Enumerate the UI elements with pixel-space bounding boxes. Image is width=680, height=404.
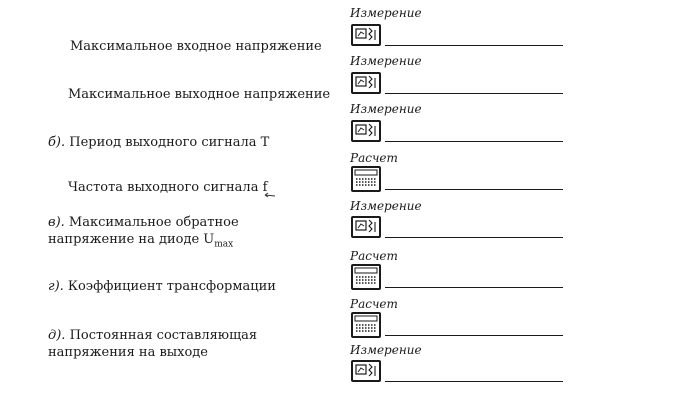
- answer-label: Измерение: [350, 343, 422, 357]
- answer-label: Расчет: [350, 151, 398, 165]
- question-dc-output-component: [48, 327, 257, 361]
- answer-line[interactable]: [385, 381, 563, 382]
- answer-line[interactable]: [385, 45, 563, 46]
- question-transformation-ratio: [48, 278, 276, 295]
- answer-label: Расчет: [350, 297, 398, 311]
- question-prefix: б).: [48, 135, 66, 150]
- calculator-icon: [351, 166, 381, 192]
- question-text: Период выходного сигнала T: [69, 135, 270, 150]
- meter-icon: [351, 120, 381, 142]
- meter-icon: [351, 360, 381, 382]
- answer-label: Измерение: [350, 54, 422, 68]
- answer-line[interactable]: [385, 189, 563, 190]
- question-text-line2: напряжения на выходе: [48, 345, 208, 360]
- calculator-icon: [351, 312, 381, 338]
- question-text: Коэффициент трансформации: [67, 279, 276, 294]
- answer-line[interactable]: [385, 93, 563, 94]
- question-text: Частота выходного сигнала f: [68, 180, 268, 195]
- question-text: Максимальное входное напряжение: [70, 39, 322, 54]
- question-prefix: в).: [48, 215, 65, 230]
- answer-label: Измерение: [350, 102, 422, 116]
- meter-icon: [351, 216, 381, 238]
- answer-label: Расчет: [350, 249, 398, 263]
- meter-icon: [351, 24, 381, 46]
- question-text: Максимальное выходное напряжение: [68, 87, 331, 102]
- question-prefix: г).: [48, 279, 64, 294]
- question-text: Постоянная составляющая: [69, 328, 258, 343]
- stray-pen-mark: [264, 192, 276, 198]
- question-prefix: д).: [48, 328, 66, 343]
- answer-label: Измерение: [350, 6, 422, 20]
- answer-line[interactable]: [385, 287, 563, 288]
- question-max-reverse-diode-voltage: [48, 214, 239, 254]
- answer-line[interactable]: [385, 141, 563, 142]
- answer-line[interactable]: [385, 237, 563, 238]
- question-max-output-voltage: [68, 86, 330, 103]
- calculator-icon: [351, 264, 381, 290]
- question-output-period: [48, 134, 269, 151]
- question-text: Максимальное обратное: [68, 215, 239, 230]
- meter-icon: [351, 72, 381, 94]
- question-max-input-voltage: [70, 38, 322, 55]
- question-output-frequency: [68, 179, 267, 196]
- answer-line[interactable]: [385, 335, 563, 336]
- question-text-line2: напряжение на диоде U: [48, 232, 215, 247]
- answer-label: Измерение: [350, 199, 422, 213]
- subscript-max: max: [214, 239, 234, 250]
